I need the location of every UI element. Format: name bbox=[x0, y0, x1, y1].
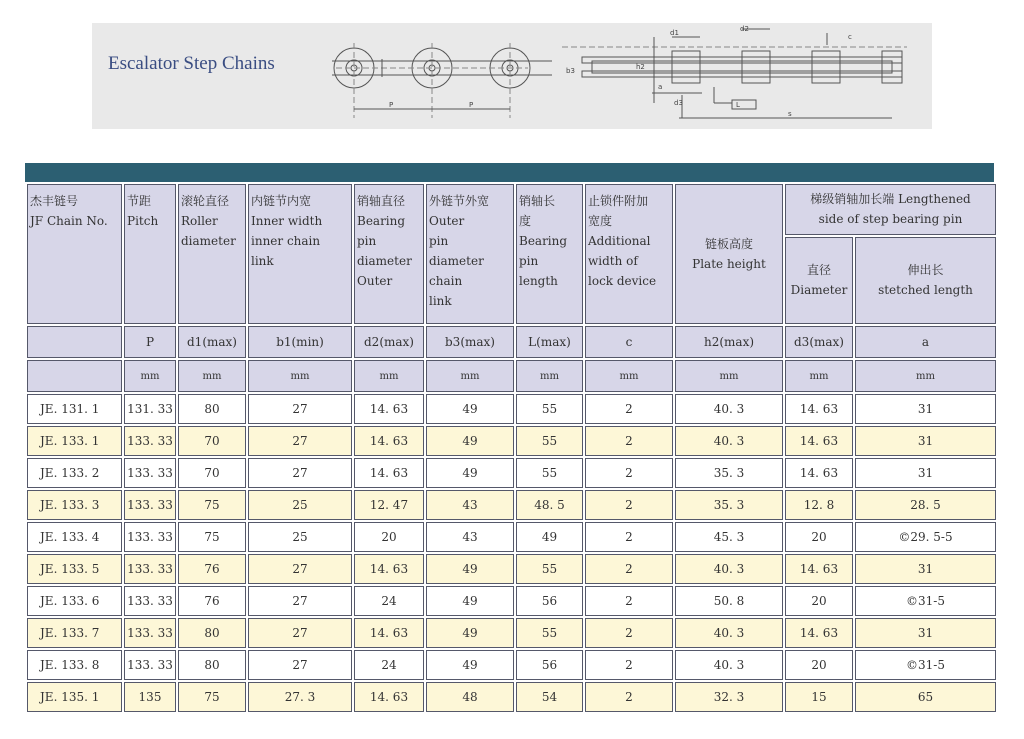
table-cell: 80 bbox=[178, 650, 246, 680]
table-cell: 14. 63 bbox=[785, 426, 853, 456]
svg-text:b3: b3 bbox=[566, 67, 575, 75]
table-cell: 43 bbox=[426, 490, 514, 520]
table-cell: 14. 63 bbox=[354, 682, 424, 712]
table-cell: 14. 63 bbox=[354, 426, 424, 456]
symbol-cell: b1(min) bbox=[248, 326, 352, 358]
header-plate-height: 链板高度 Plate height bbox=[675, 184, 783, 324]
table-cell: ©31-5 bbox=[855, 650, 996, 680]
table-cell: 20 bbox=[354, 522, 424, 552]
table-cell: 133. 33 bbox=[124, 490, 176, 520]
table-cell: 24 bbox=[354, 650, 424, 680]
table-cell: 45. 3 bbox=[675, 522, 783, 552]
header-stretched-length: 伸出长 stetched length bbox=[855, 237, 996, 324]
table-cell: 55 bbox=[516, 554, 583, 584]
svg-text:d3: d3 bbox=[674, 99, 683, 107]
header-inner-width: 内链节内宽 Inner width inner chain link bbox=[248, 184, 352, 324]
table-cell: 49 bbox=[426, 554, 514, 584]
table-cell: 55 bbox=[516, 458, 583, 488]
table-cell: 133. 33 bbox=[124, 650, 176, 680]
table-cell: 56 bbox=[516, 650, 583, 680]
svg-text:P: P bbox=[389, 101, 394, 109]
table-cell: 70 bbox=[178, 458, 246, 488]
table-cell: 75 bbox=[178, 490, 246, 520]
table-cell: 27 bbox=[248, 618, 352, 648]
table-cell: 49 bbox=[426, 618, 514, 648]
header-lock-device-width: 止锁件附加 宽度 Additional width of lock device bbox=[585, 184, 673, 324]
symbol-cell: d3(max) bbox=[785, 326, 853, 358]
table-row bbox=[27, 618, 996, 648]
svg-text:s: s bbox=[788, 110, 792, 118]
table-cell: 25 bbox=[248, 522, 352, 552]
table-cell: 24 bbox=[354, 586, 424, 616]
unit-cell: mm bbox=[354, 360, 424, 392]
chain-no-cell: JE. 135. 1 bbox=[27, 682, 122, 712]
chain-no-cell: JE. 133. 5 bbox=[27, 554, 122, 584]
table-cell: 49 bbox=[426, 394, 514, 424]
table-cell: 31 bbox=[855, 426, 996, 456]
table-cell: 12. 8 bbox=[785, 490, 853, 520]
table-cell: 14. 63 bbox=[354, 618, 424, 648]
unit-cell: mm bbox=[516, 360, 583, 392]
svg-text:c: c bbox=[848, 33, 852, 41]
symbol-cell: P bbox=[124, 326, 176, 358]
table-cell: 31 bbox=[855, 618, 996, 648]
table-cell: 25 bbox=[248, 490, 352, 520]
table-row bbox=[27, 682, 996, 712]
chain-no-cell: JE. 133. 6 bbox=[27, 586, 122, 616]
table-cell: 40. 3 bbox=[675, 394, 783, 424]
chain-no-cell: JE. 133. 1 bbox=[27, 426, 122, 456]
symbol-cell: d2(max) bbox=[354, 326, 424, 358]
table-cell: 27 bbox=[248, 426, 352, 456]
banner-title: Escalator Step Chains bbox=[108, 53, 275, 74]
table-cell: 40. 3 bbox=[675, 618, 783, 648]
table-cell: ©29. 5-5 bbox=[855, 522, 996, 552]
symbol-cell: b3(max) bbox=[426, 326, 514, 358]
table-cell: 49 bbox=[426, 458, 514, 488]
table-cell: 14. 63 bbox=[785, 394, 853, 424]
table-cell: ©31-5 bbox=[855, 586, 996, 616]
table-cell: 2 bbox=[585, 618, 673, 648]
table-cell: 55 bbox=[516, 394, 583, 424]
svg-text:L: L bbox=[736, 101, 740, 109]
table-cell: 133. 33 bbox=[124, 522, 176, 552]
symbol-row bbox=[27, 326, 996, 358]
table-cell: 48 bbox=[426, 682, 514, 712]
table-cell: 49 bbox=[426, 426, 514, 456]
table-cell: 12. 47 bbox=[354, 490, 424, 520]
svg-text:d2: d2 bbox=[740, 25, 749, 33]
table-cell: 35. 3 bbox=[675, 458, 783, 488]
unit-cell: mm bbox=[855, 360, 996, 392]
table-cell: 2 bbox=[585, 490, 673, 520]
table-cell: 40. 3 bbox=[675, 426, 783, 456]
table-cell: 49 bbox=[426, 586, 514, 616]
table-cell: 2 bbox=[585, 650, 673, 680]
table-cell: 14. 63 bbox=[354, 554, 424, 584]
chain-drawing bbox=[92, 23, 932, 129]
symbol-cell: a bbox=[855, 326, 996, 358]
table-cell: 135 bbox=[124, 682, 176, 712]
svg-text:a: a bbox=[658, 83, 663, 91]
header-chain-no: 杰丰链号 JF Chain No. bbox=[27, 184, 122, 324]
svg-text:d1: d1 bbox=[670, 29, 679, 37]
unit-cell: mm bbox=[178, 360, 246, 392]
table-cell: 54 bbox=[516, 682, 583, 712]
table-cell: 20 bbox=[785, 650, 853, 680]
chain-no-cell: JE. 133. 7 bbox=[27, 618, 122, 648]
header-pin-length: 销轴长 度 Bearing pin length bbox=[516, 184, 583, 324]
table-cell: 50. 8 bbox=[675, 586, 783, 616]
table-cell: 80 bbox=[178, 618, 246, 648]
header-pitch: 节距 Pitch bbox=[124, 184, 176, 324]
table-cell: 131. 33 bbox=[124, 394, 176, 424]
unit-cell: mm bbox=[585, 360, 673, 392]
table-cell: 14. 63 bbox=[354, 394, 424, 424]
chain-no-cell: JE. 133. 2 bbox=[27, 458, 122, 488]
table-cell: 27 bbox=[248, 394, 352, 424]
table-cell: 27 bbox=[248, 458, 352, 488]
symbol-cell: c bbox=[585, 326, 673, 358]
table-cell: 40. 3 bbox=[675, 650, 783, 680]
table-cell: 48. 5 bbox=[516, 490, 583, 520]
table-row bbox=[27, 650, 996, 680]
table-cell: 75 bbox=[178, 522, 246, 552]
table-cell: 76 bbox=[178, 554, 246, 584]
unit-row bbox=[27, 360, 996, 392]
chain-spec-table bbox=[25, 182, 998, 714]
table-cell: 31 bbox=[855, 458, 996, 488]
chain-no-cell: JE. 131. 1 bbox=[27, 394, 122, 424]
table-row bbox=[27, 522, 996, 552]
table-cell: 65 bbox=[855, 682, 996, 712]
svg-text:P: P bbox=[469, 101, 474, 109]
table-cell: 40. 3 bbox=[675, 554, 783, 584]
table-cell: 15 bbox=[785, 682, 853, 712]
table-cell: 133. 33 bbox=[124, 618, 176, 648]
table-row bbox=[27, 586, 996, 616]
table-cell: 27 bbox=[248, 586, 352, 616]
table-row bbox=[27, 426, 996, 456]
table-cell: 75 bbox=[178, 682, 246, 712]
table-cell: 70 bbox=[178, 426, 246, 456]
symbol-cell: L(max) bbox=[516, 326, 583, 358]
table-cell: 14. 63 bbox=[785, 554, 853, 584]
table-cell: 14. 63 bbox=[354, 458, 424, 488]
table-cell: 2 bbox=[585, 682, 673, 712]
symbol-cell: h2(max) bbox=[675, 326, 783, 358]
table-cell: 31 bbox=[855, 554, 996, 584]
unit-cell: mm bbox=[785, 360, 853, 392]
table-cell: 2 bbox=[585, 426, 673, 456]
symbol-cell bbox=[27, 326, 122, 358]
unit-cell: mm bbox=[124, 360, 176, 392]
table-row bbox=[27, 458, 996, 488]
table-cell: 2 bbox=[585, 522, 673, 552]
header-lengthened-side: 梯级销轴加长端 Lengthened side of step bearing pin bbox=[785, 184, 996, 235]
svg-text:h2: h2 bbox=[636, 63, 645, 71]
chain-no-cell: JE. 133. 8 bbox=[27, 650, 122, 680]
table-top-bar bbox=[25, 163, 994, 182]
table-cell: 14. 63 bbox=[785, 618, 853, 648]
table-cell: 133. 33 bbox=[124, 586, 176, 616]
header-bearing-pin-diameter: 销轴直径 Bearing pin diameter Outer bbox=[354, 184, 424, 324]
header-roller-diameter: 滚轮直径 Roller diameter bbox=[178, 184, 246, 324]
table-cell: 27. 3 bbox=[248, 682, 352, 712]
table-cell: 49 bbox=[516, 522, 583, 552]
table-cell: 43 bbox=[426, 522, 514, 552]
table-cell: 56 bbox=[516, 586, 583, 616]
table-cell: 35. 3 bbox=[675, 490, 783, 520]
table-cell: 14. 63 bbox=[785, 458, 853, 488]
header-diameter: 直径 Diameter bbox=[785, 237, 853, 324]
unit-cell: mm bbox=[248, 360, 352, 392]
table-cell: 133. 33 bbox=[124, 554, 176, 584]
table-cell: 27 bbox=[248, 554, 352, 584]
table-cell: 55 bbox=[516, 426, 583, 456]
table-cell: 80 bbox=[178, 394, 246, 424]
chain-no-cell: JE. 133. 3 bbox=[27, 490, 122, 520]
table-cell: 20 bbox=[785, 586, 853, 616]
unit-cell: mm bbox=[426, 360, 514, 392]
table-cell: 76 bbox=[178, 586, 246, 616]
table-cell: 28. 5 bbox=[855, 490, 996, 520]
table-cell: 133. 33 bbox=[124, 458, 176, 488]
table-row bbox=[27, 394, 996, 424]
table-row bbox=[27, 490, 996, 520]
table-cell: 32. 3 bbox=[675, 682, 783, 712]
table-cell: 2 bbox=[585, 458, 673, 488]
table-row bbox=[27, 554, 996, 584]
table-cell: 2 bbox=[585, 554, 673, 584]
unit-cell: mm bbox=[675, 360, 783, 392]
symbol-cell: d1(max) bbox=[178, 326, 246, 358]
table-cell: 27 bbox=[248, 650, 352, 680]
table-cell: 20 bbox=[785, 522, 853, 552]
table-cell: 49 bbox=[426, 650, 514, 680]
table-cell: 2 bbox=[585, 394, 673, 424]
header-banner bbox=[92, 23, 932, 129]
header-outer-width: 外链节外宽 Outer pin diameter chain link bbox=[426, 184, 514, 324]
table-cell: 31 bbox=[855, 394, 996, 424]
table-cell: 133. 33 bbox=[124, 426, 176, 456]
chain-no-cell: JE. 133. 4 bbox=[27, 522, 122, 552]
unit-cell bbox=[27, 360, 122, 392]
table-cell: 55 bbox=[516, 618, 583, 648]
table-cell: 2 bbox=[585, 586, 673, 616]
